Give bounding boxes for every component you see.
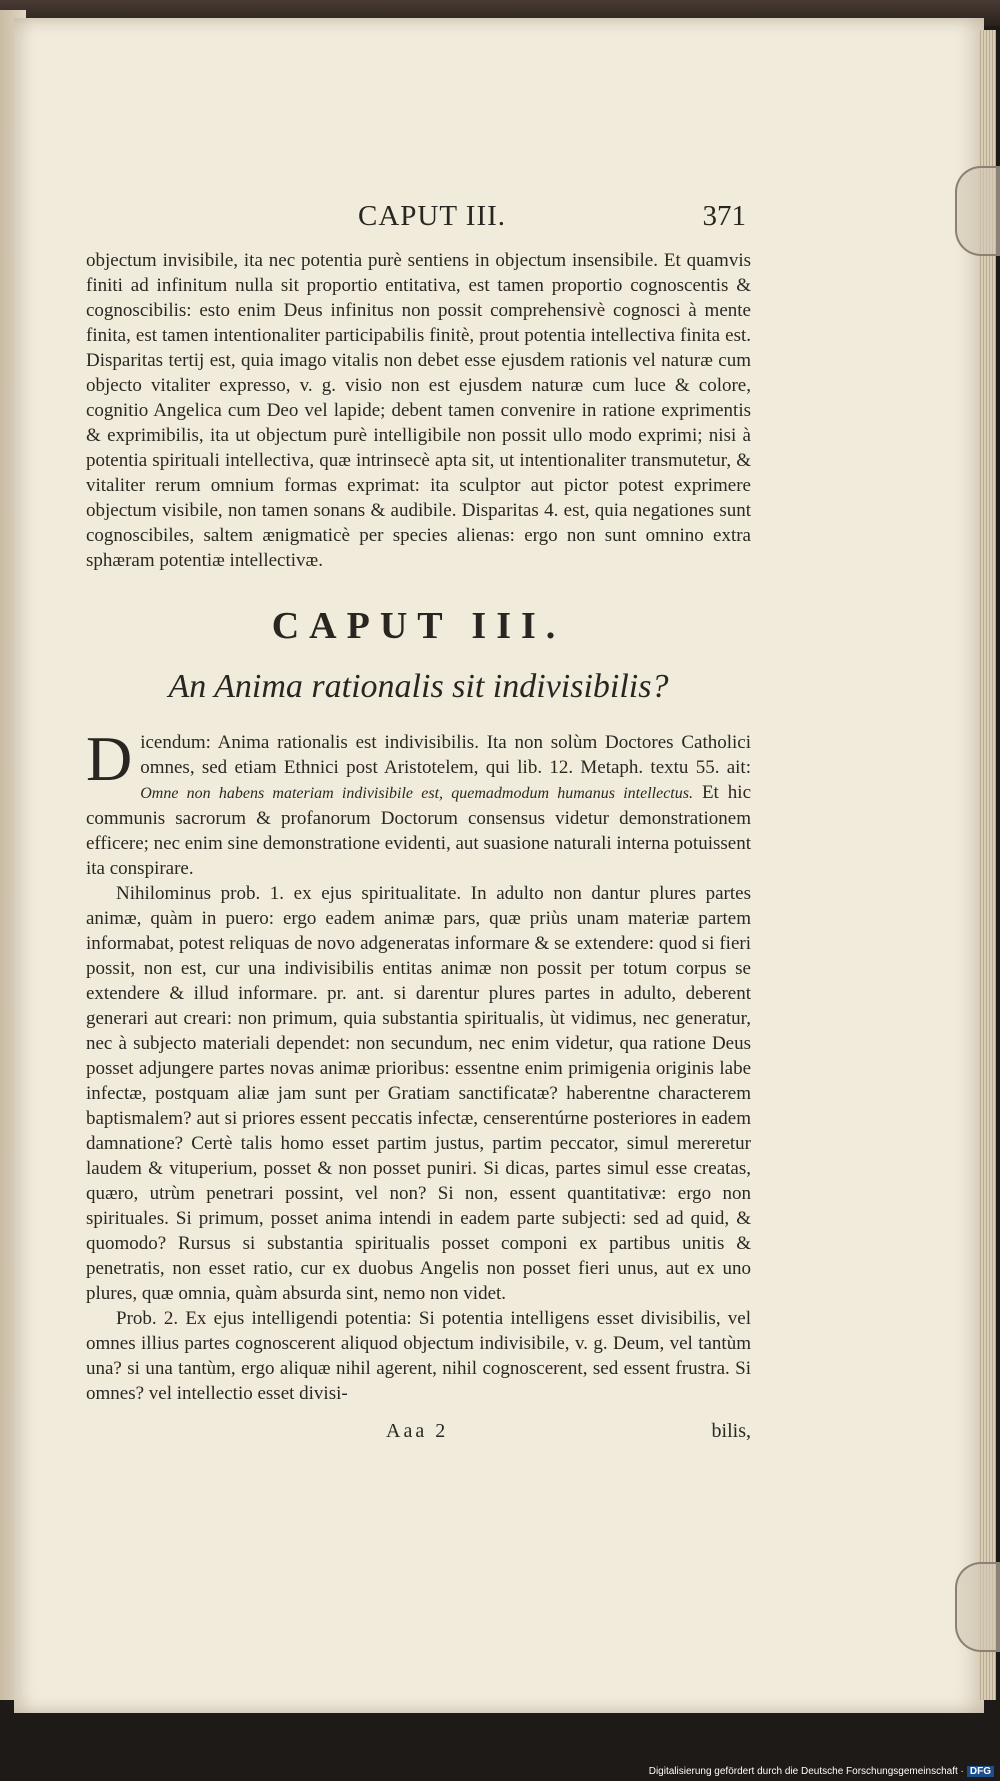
drop-cap: D bbox=[86, 723, 133, 794]
signature-mark: Aaa 2 bbox=[386, 1420, 449, 1442]
paragraph-3: Prob. 2. Ex ejus intelligendi potentia: Si potentia intelligens esset divisibilis, vel omnes illius partes cognoscerent aliquod objectum indivisibile, v. g. Deum, vel tantùm una? si una tantùm, ergo aliquæ nihil agerent, nihil cognoscerent, sed essent frustra. Si omnes? vel intellectio esset divisi- bbox=[86, 1308, 751, 1404]
dfg-logo: DFG bbox=[967, 1766, 994, 1777]
page-header bbox=[86, 200, 746, 230]
credit-text: Digitalisierung gefördert durch die Deutsche Forschungsgemeinschaft · bbox=[648, 1766, 964, 1777]
running-title: CAPUT III. bbox=[358, 200, 507, 232]
continuation-paragraph: objectum invisibile, ita nec potentia purè sentiens in objectum insensibile. Et quamvis finiti ad infinitum nulla sit proportio entitativa, est tamen proportio cognoscentis & cognoscibilis: esto enim Deus infinitus non possit comprehensivè cognosci à mente finita, est tamen intentionaliter participabilis finitè, prout potentia intellectiva finita est. Disparitas tertij est, quia imago vitalis non debet esse ejusdem rationis vel naturæ cum objecto vitaliter expresso, v. g. visio non est ejusdem naturæ cum luce & colore, cognitio Angelica cum Deo vel lapide; debent tamen convenire in ratione exprimentis & exprimibilis, ita ut objectum purè intelligibile non possit ullo modo exprimi; nisi à potentia spirituali intellectiva, quæ intrinsecè apta sit, ut intentionaliter transmutetur, & vitaliter rerum omnium formas exprimat: ita sculptor aut pictor potest exprimere objectum visibile, non tamen sonans & audibile. Disparitas 4. est, quia negationes sunt cognoscibiles, saltem ænigmaticè per species alienas: ergo non sunt omnino extra sphæram potentiæ intellectivæ. bbox=[86, 250, 751, 571]
book-clamp-top bbox=[955, 166, 1000, 256]
book-clamp-bottom bbox=[955, 1562, 1000, 1652]
chapter-subtitle: An Anima rationalis sit indivisibilis? bbox=[168, 668, 669, 705]
paragraph-2: Nihilominus prob. 1. ex ejus spiritualitate. In adulto non dantur plures partes animæ, quàm in puero: ergo eadem animæ pars, quæ priùs unam materiæ partem informabat, potest reliquas de novo adgeneratas informare & se extendere: quod si fieri possit, non est, cur una indivisibilis entitas animæ non possit per totum corpus se extendere & illud informare. pr. ant. si darentur plures partes in adulto, deberent generari aut creari: non primum, quia substantia spiritualis, ùt vidimus, nec generatur, nec à subjecto materiali dependet: non secundum, nec enim videtur, qua ratione Deus posset adjungere partes novas animæ prioribus: essentne enim primigenia originis labe infectæ, postquam aliæ jam sunt per Gratiam sanctificatæ? haberentne characterem baptismalem? aut si priores essent peccatis infectæ, censerentúrne posteriores in eadem damnatione? Certè talis homo esset partim justus, partim peccator, simul mereretur laudem & vituperium, posset & non posset puniri. Si dicas, partes simul esse creatas, quæro, utrùm penetrari possint, vel non? Si non, essent quantitativæ: ergo non spirituales. Si primum, posset anima intendi in eadem parte subjecti: sed ad quid, & quomodo? Rursus si substantia spiritualis posset componi ex partibus unitis & penetratis, non esset ratio, cur ex duobus Angelis non posset fieri unus, aut ex uno plures, quæ omnia, quàm absurda sint, nemo non videt. bbox=[86, 883, 751, 1304]
paragraph-1-text: icendum: Anima rationalis est indivisibilis. Ita non solùm Doctores Catholici omnes, sed etiam Ethnici post Aristotelem, qui lib. 12. Metaph. textu 55. ait: bbox=[140, 732, 751, 778]
aristotle-quote: Omne non habens materiam indivisibile est, quemadmodum humanus intellectus. bbox=[140, 785, 693, 802]
chapter-title: CAPUT III. bbox=[271, 605, 566, 647]
paragraph-1-tail: Et hic communis sacrorum & profanorum Doctorum consensus videtur demonstrationem efficere; nec enim sine demonstratione evidenti, aut suasione naturali interna potuissent ita conspirare. bbox=[86, 782, 751, 879]
digitization-credit bbox=[649, 1766, 994, 1777]
catchword: bilis, bbox=[711, 1420, 751, 1442]
paragraph-1 bbox=[86, 723, 751, 881]
page-fore-edge bbox=[978, 30, 996, 1700]
page-number: 371 bbox=[702, 200, 746, 232]
chapter-body bbox=[86, 723, 751, 1406]
page-footer bbox=[86, 1420, 751, 1446]
continuation-text bbox=[86, 248, 751, 573]
